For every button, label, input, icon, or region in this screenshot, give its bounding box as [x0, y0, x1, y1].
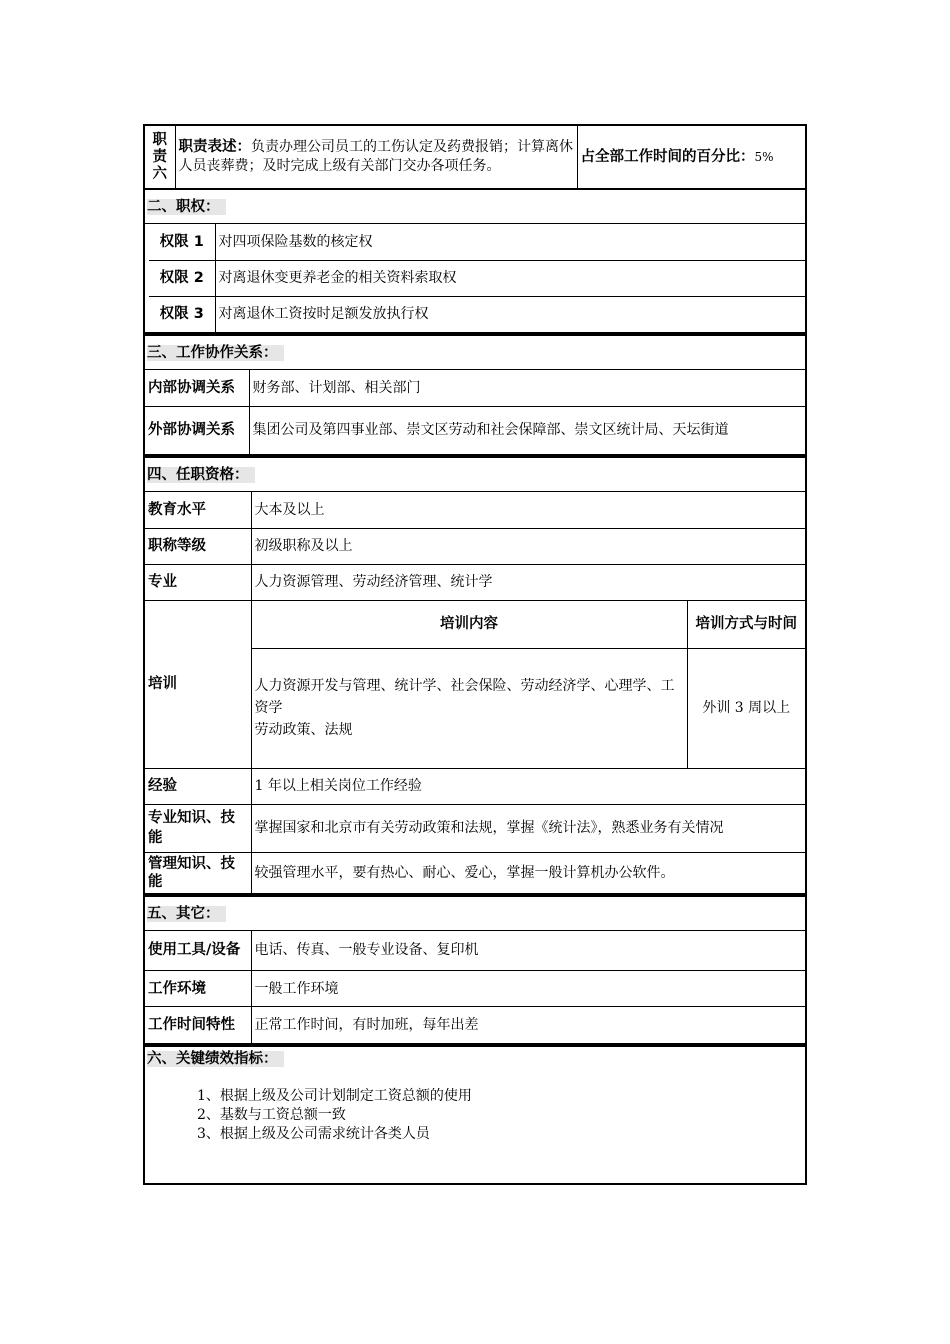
training-content-line2: 劳动政策、法规: [254, 722, 353, 738]
training-content-header: 培训内容: [251, 600, 687, 648]
kpi-item-2: 2、基数与工资总额一致: [197, 1106, 346, 1123]
education-label: 教育水平: [145, 492, 251, 528]
pct-label: 占全部工作时间的百分比：: [580, 149, 755, 165]
qualification-section: [143, 456, 807, 895]
pro-skill-text: 掌握国家和北京市有关劳动政策和法规，掌握《统计法》，熟悉业务有关情况: [251, 804, 805, 852]
kpi-list: [145, 1071, 805, 1183]
duty-time-percentage: [577, 126, 805, 188]
internal-relations-text: 财务部、计划部、相关部门: [249, 370, 805, 406]
external-relations-label: 外部协调关系: [145, 406, 249, 454]
training-method-header: 培训方式与时间: [687, 600, 805, 648]
environment-label: 工作环境: [145, 971, 251, 1007]
other-title: 五、其它：: [145, 897, 805, 931]
training-content: [251, 648, 687, 768]
duty-desc-text: 负责办理公司员工的工伤认定及药费报销；计算离休人员丧葬费；及时完成上级有关部门交办各项任务。: [178, 139, 573, 174]
pct-value: 5%: [754, 150, 774, 164]
pro-skill-label: 专业知识、技能: [145, 804, 251, 852]
rank-text: 初级职称及以上: [251, 528, 805, 564]
other-section: [143, 895, 807, 1045]
kpi-item-1: 1、根据上级及公司计划制定工资总额的使用: [197, 1087, 472, 1104]
tools-text: 电话、传真、一般专业设备、复印机: [251, 931, 805, 971]
major-text: 人力资源管理、劳动经济管理、统计学: [251, 564, 805, 600]
authority-text-3: 对离退休工资按时足额发放执行权: [215, 296, 805, 332]
tools-label: 使用工具/设备: [145, 931, 251, 971]
qualification-title: 四、任职资格：: [145, 458, 805, 492]
work-time-label: 工作时间特性: [145, 1007, 251, 1043]
kpi-title: 六、关键绩效指标：: [145, 1047, 805, 1071]
training-method: 外训 3 周以上: [687, 648, 805, 768]
authority-section: [143, 190, 807, 334]
relations-section: [143, 334, 807, 456]
relations-title: 三、工作协作关系：: [145, 336, 805, 370]
rank-label: 职称等级: [145, 528, 251, 564]
internal-relations-label: 内部协调关系: [145, 370, 249, 406]
job-description-sheet: [143, 124, 807, 1185]
authority-title: 二、职权：: [145, 190, 805, 224]
environment-text: 一般工作环境: [251, 971, 805, 1007]
duty-desc-label: 职责表述：: [178, 139, 251, 155]
experience-label: 经验: [145, 768, 251, 804]
work-time-text: 正常工作时间，有时加班，每年出差: [251, 1007, 805, 1043]
major-label: 专业: [145, 564, 251, 600]
authority-label-2: 权限 2: [149, 260, 215, 296]
duty-six-block: [143, 124, 807, 190]
duty-six-description: [175, 126, 577, 188]
training-label: 培训: [145, 600, 251, 768]
authority-text-1: 对四项保险基数的核定权: [215, 224, 805, 260]
kpi-section: [143, 1045, 807, 1185]
mgmt-skill-text: 较强管理水平，要有热心、耐心、爱心，掌握一般计算机办公软件。: [251, 852, 805, 893]
duty-six-label: 职责六: [145, 126, 175, 188]
external-relations-text: 集团公司及第四事业部、崇文区劳动和社会保障部、崇文区统计局、天坛街道: [249, 406, 805, 454]
experience-text: 1 年以上相关岗位工作经验: [251, 768, 805, 804]
authority-label-3: 权限 3: [149, 296, 215, 332]
kpi-item-3: 3、根据上级及公司需求统计各类人员: [197, 1125, 430, 1142]
mgmt-skill-label: 管理知识、技能: [145, 852, 251, 893]
authority-text-2: 对离退休变更养老金的相关资料索取权: [215, 260, 805, 296]
education-text: 大本及以上: [251, 492, 805, 528]
training-content-line1: 人力资源开发与管理、统计学、社会保险、劳动经济学、心理学、工资学: [254, 678, 675, 716]
authority-label-1: 权限 1: [149, 224, 215, 260]
